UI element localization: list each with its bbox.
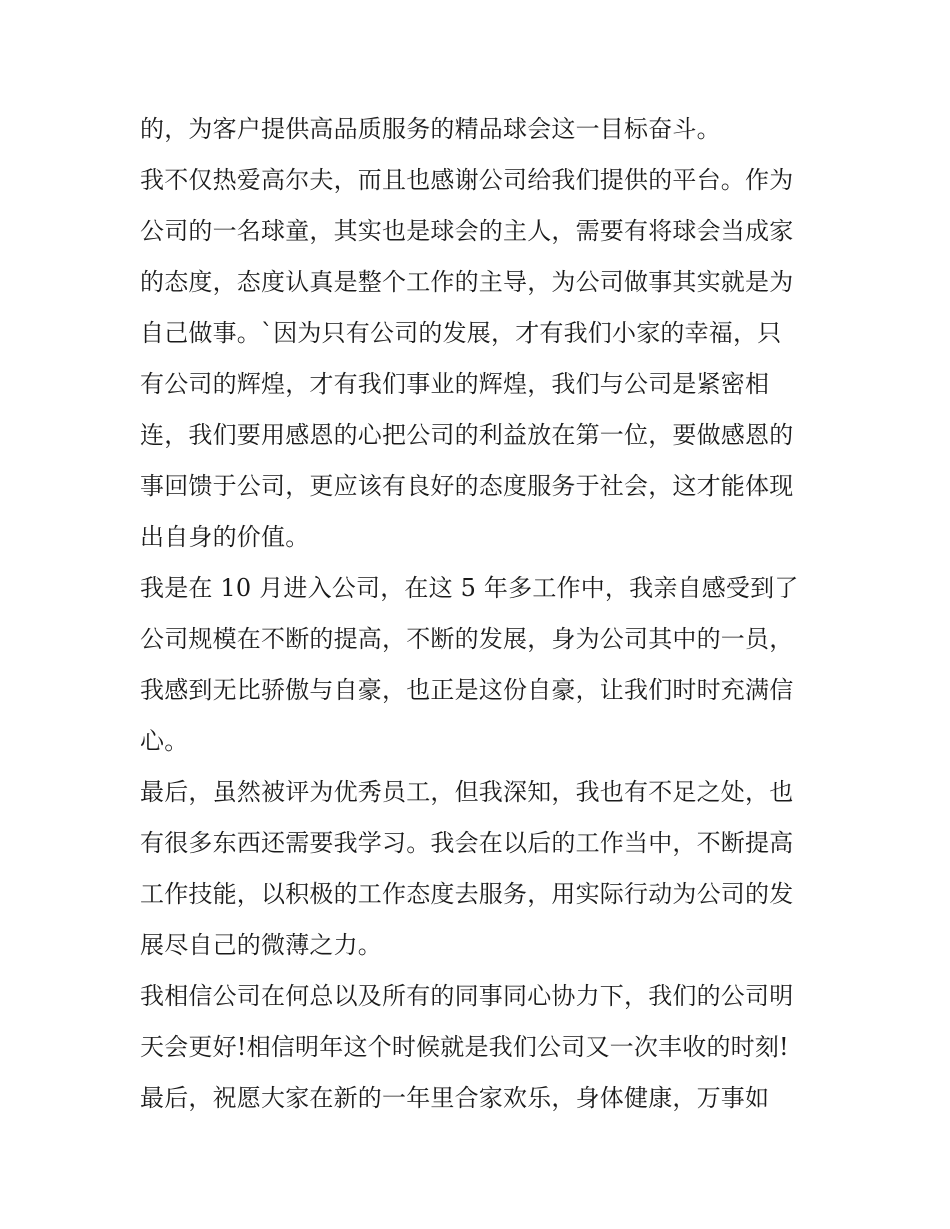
text-line: 心。 xyxy=(140,727,189,755)
text-line: 我是在 10 月进入公司，在这 5 年多工作中，我亲自感受到了 xyxy=(140,574,799,602)
text-line: 事回馈于公司，更应该有良好的态度服务于社会，这才能体现 xyxy=(140,472,794,500)
text-line: 公司规模在不断的提高，不断的发展，身为公司其中的一员， xyxy=(140,625,794,653)
text-line: 有很多东西还需要我学习。我会在以后的工作当中，不断提高 xyxy=(140,829,794,857)
text-line: 的，为客户提供高品质服务的精品球会这一目标奋斗。 xyxy=(140,115,721,143)
text-line: 自己做事。`因为只有公司的发展，才有我们小家的幸福，只 xyxy=(140,319,782,347)
text-line: 公司的一名球童，其实也是球会的主人，需要有将球会当成家 xyxy=(140,217,794,245)
text-line: 最后，虽然被评为优秀员工，但我深知，我也有不足之处，也 xyxy=(140,778,794,806)
text-line: 连，我们要用感恩的心把公司的利益放在第一位，要做感恩的 xyxy=(140,421,794,449)
text-line: 出自身的价值。 xyxy=(140,523,310,551)
text-line: 有公司的辉煌，才有我们事业的辉煌，我们与公司是紧密相 xyxy=(140,370,770,398)
text-line: 最后，祝愿大家在新的一年里合家欢乐，身体健康，万事如 xyxy=(140,1084,770,1112)
document-body xyxy=(140,104,820,1124)
text-line: 的态度，态度认真是整个工作的主导，为公司做事其实就是为 xyxy=(140,268,794,296)
text-line: 我相信公司在何总以及所有的同事同心协力下，我们的公司明 xyxy=(140,982,794,1010)
text-line: 天会更好!相信明年这个时候就是我们公司又一次丰收的时刻! xyxy=(140,1033,789,1061)
text-line: 展尽自己的微薄之力。 xyxy=(140,931,382,959)
text-line: 我感到无比骄傲与自豪，也正是这份自豪，让我们时时充满信 xyxy=(140,676,794,704)
text-line: 工作技能，以积极的工作态度去服务，用实际行动为公司的发 xyxy=(140,880,794,908)
text-line: 我不仅热爱高尔夫，而且也感谢公司给我们提供的平台。作为 xyxy=(140,166,794,194)
